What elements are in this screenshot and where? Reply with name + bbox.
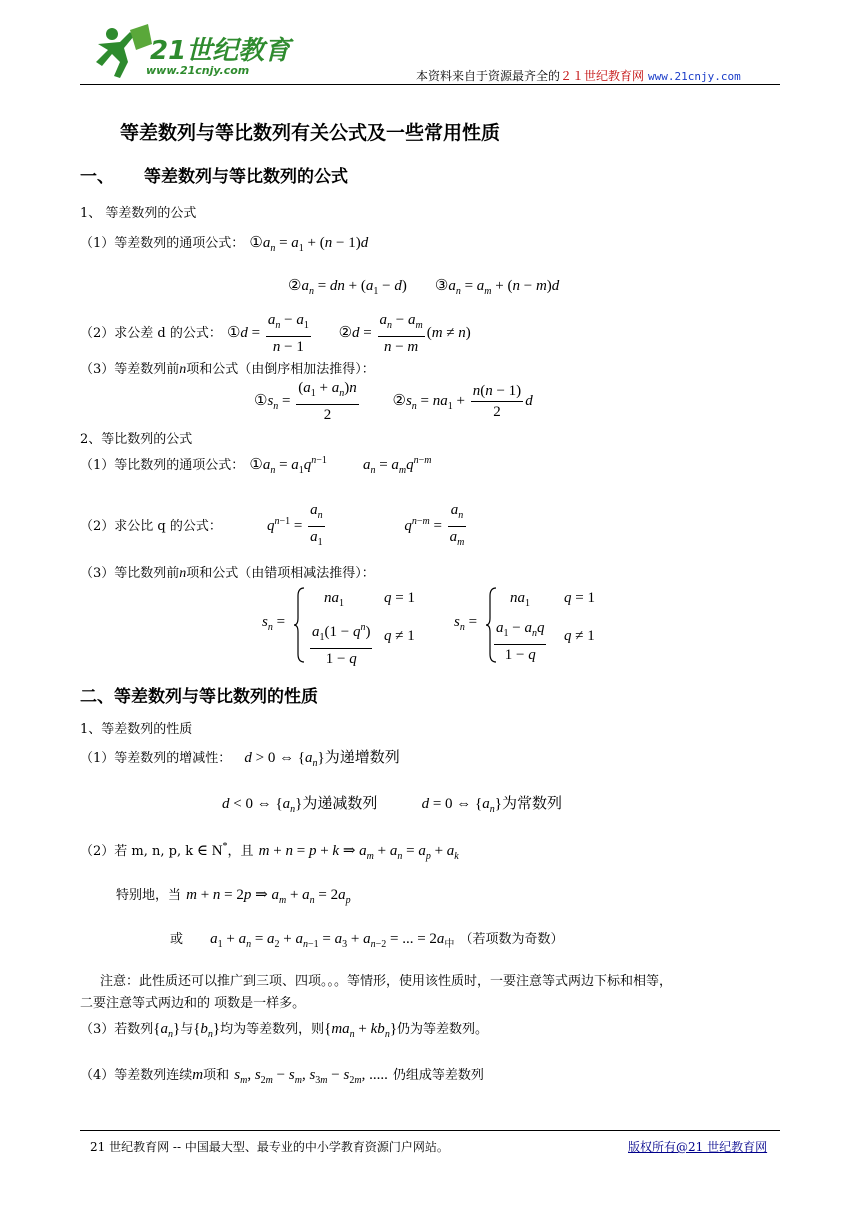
s2-p1-line2 <box>222 792 562 815</box>
s1-item1 <box>80 232 368 254</box>
s2-special <box>116 884 351 906</box>
s2-p1-label: （1）等差数列的增减性： <box>80 751 232 766</box>
odd-note: （若项数为奇数） <box>459 932 564 947</box>
s2-p3: （3）若数列$\{a_n\}$与$\{b_n\}$均为等差数列，则$\{ma_n + kb_n\}$仍为等差数列。 <box>80 1021 489 1040</box>
formula-const: d = 0 ⇔ $\{a_n\}$ <box>421 796 502 815</box>
s1-item2-label: （2）求公差 d 的公式： <box>80 325 222 341</box>
source-url-link[interactable]: www.21cnjy.com <box>648 70 741 83</box>
formula-dec: d < 0 ⇔ $\{a_n\}$ <box>222 796 303 815</box>
s1-g-item3-b: 项和公式（由错项相减法推得）： <box>186 566 375 581</box>
logo-text: 21世纪教育 <box>150 36 291 66</box>
s2-or <box>170 928 564 950</box>
s1-g-item1-label: （1）等比数列的通项公式： <box>80 458 245 473</box>
s1-item3: （3）等差数列前n项和公式（由倒序相加法推得）： <box>80 362 375 377</box>
s2-p3-b: 与 <box>180 1022 194 1037</box>
page-title: 等差数列与等比数列有关公式及一些常用性质 <box>120 122 501 144</box>
s2-p2: （2）若 m, n, p, k ∈ N*，且 m + n = p + k ⇒ $a_m + a_n = a_p + a_k$ <box>80 841 459 862</box>
s1-sub2: 2、等比数列的公式 <box>80 432 193 447</box>
header-source <box>416 67 741 84</box>
s1-item2 <box>80 310 471 357</box>
or-label: 或 <box>170 932 184 947</box>
s2-p4-a: （4）等差数列连续 <box>80 1068 193 1083</box>
footer-left: 21 世纪教育网 -- 中国最大型、最专业的中小学教育资源门户网站。 <box>90 1140 449 1154</box>
s1-g-item3-a: （3）等比数列前 <box>80 566 180 581</box>
section2-heading: 二、等差数列与等比数列的性质 <box>80 687 318 707</box>
formula-partial-sums: $s_m$, $s_{2m} - s_m$, $s_{3m} - s_{2m}$, ..... <box>234 1067 388 1086</box>
logo-url: www.21cnjy.com <box>146 64 250 77</box>
s2-p2-a: （2）若 m, n, p, k <box>80 844 194 859</box>
section1-num: 一、 <box>80 167 114 187</box>
source-prefix: 本资料来自于资源最齐全的 <box>416 69 561 83</box>
s1-g-item2-label: （2）求公比 q 的公式： <box>80 518 222 534</box>
s1-g-item3: （3）等比数列前n项和公式（由错项相减法推得）： <box>80 566 375 581</box>
s1-g-item1 <box>80 454 432 476</box>
s1-g-item2 <box>80 500 468 553</box>
formula-d: ①d = $\frac{a_n - a_1}{n - 1}$ ②d = $\frac{a_n - a_m}{n - m}$ (m ≠ n) <box>226 312 471 355</box>
s1-item3-b: 项和公式（由倒序相加法推得）： <box>186 362 375 377</box>
formula-index-sum: m + n = p + k ⇒ $a_m + a_n = a_p + a_k$ <box>258 843 459 862</box>
formula-an-1: $①a_n = a_1 + (n - 1)d$ <box>249 235 369 254</box>
s2-p4-c: 仍组成等差数列 <box>392 1068 484 1083</box>
inc-text: 为递增数列 <box>324 748 400 766</box>
formula-inc: d > 0 ⇔ $\{a_n\}$ <box>244 750 325 769</box>
source-site-link[interactable]: ２１世纪教育网 <box>560 69 645 83</box>
s1-item3-a: （3）等差数列前 <box>80 362 180 377</box>
const-text: 为常数列 <box>501 794 562 812</box>
s2-p4: （4）等差数列连续m项和 $s_m$, $s_{2m} - s_m$, $s_{3m} - s_{2m}$, ..... 仍组成等差数列 <box>80 1067 484 1086</box>
formula-q: $q^{n-1}$ = $\frac{a_n}{a_1}$ $q^{n-m}$ = $\frac{a_n}{a_m}$ <box>266 502 465 548</box>
s2-note-1: 注意：此性质还可以推广到三项、四项。。。等情形，使用该性质时，一要注意等式两边下标和相等， <box>100 974 673 989</box>
section1-heading <box>80 162 348 187</box>
s2-sub1: 1、等差数列的性质 <box>80 722 193 737</box>
s2-note-2: 二要注意等式两边和的 项数是一样多。 <box>80 996 306 1011</box>
formula-special: m + n = 2p ⇒ $a_m + a_n = 2a_p$ <box>186 887 351 906</box>
dec-text: 为递减数列 <box>302 794 378 812</box>
footer-rule <box>80 1130 780 1131</box>
formula-an-2-3: $②a_n$ = dn + $(a_1 - d)$ $③a_n = a_m + (n - m)d$ <box>288 278 560 297</box>
s2-p4-b: 项和 <box>203 1068 230 1083</box>
section1-title: 等差数列与等比数列的公式 <box>144 167 348 187</box>
formula-sn: $①s_n$ = $\frac{(a_1 + a_n)n}{2}$ $②s_n = na_1$ + $\frac{n(n - 1)}{2}$ d <box>254 380 533 423</box>
s1-item1-label: （1）等差数列的通项公式： <box>80 236 245 251</box>
mid-label: 中 <box>444 939 455 950</box>
s2-p1 <box>80 746 400 769</box>
footer-copyright-link[interactable]: 版权所有@21 世纪教育网 <box>628 1140 768 1154</box>
s2-p3-c: 均为等差数列，则 <box>220 1022 325 1037</box>
s2-p2-b: ，且 <box>227 844 254 859</box>
header-rule <box>80 84 780 85</box>
formula-geo-an: $①a_n = a_1q^{n-1}$ $a_n = a_mq^{n-m}$ <box>249 455 432 476</box>
s1-sub1: 1、 等差数列的公式 <box>80 206 197 221</box>
s2-p3-d: 仍为等差数列。 <box>397 1022 489 1037</box>
special-label: 特别地，当 <box>116 888 182 903</box>
s2-p3-a: （3）若数列 <box>80 1022 154 1037</box>
brace-icon <box>294 586 306 664</box>
formula-symmetric: $a_1 + a_n = a_2 + a_{n-1} = a_3 + a_{n-2}$ = ... = $2a_中$ <box>210 931 455 950</box>
